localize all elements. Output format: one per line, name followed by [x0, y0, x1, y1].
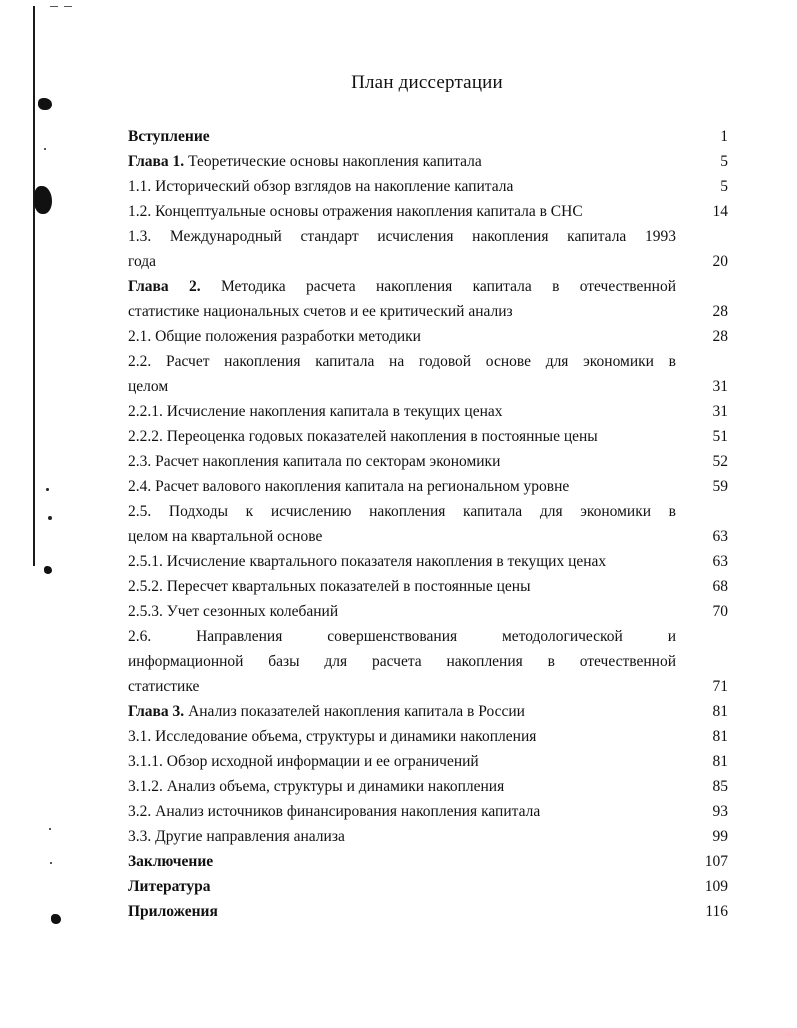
toc-entry — [128, 799, 728, 824]
toc-entry — [128, 574, 728, 599]
toc-page-number: 52 — [712, 453, 728, 470]
toc-entry-title — [128, 899, 676, 924]
toc-page-number: 107 — [704, 853, 728, 870]
toc-entry-title — [128, 699, 676, 724]
toc-entry — [128, 224, 728, 274]
toc-entry-title — [128, 224, 676, 249]
toc-entry-text: Анализ показателей накопления капитала в России — [184, 703, 525, 720]
toc-page-number: 63 — [712, 528, 728, 545]
toc-entry — [128, 424, 728, 449]
toc-entry-title — [128, 499, 676, 524]
toc-entry-text: 2.4. Расчет валового накопления капитала на региональном уровне — [128, 478, 570, 495]
toc-entry-text: 2.3. Расчет накопления капитала по секторам экономики — [128, 453, 501, 470]
toc-entry — [128, 874, 728, 899]
toc-entry — [128, 749, 728, 774]
toc-page-number: 93 — [712, 803, 728, 820]
table-of-contents — [128, 124, 728, 924]
toc-entry-heading: Вступление — [128, 128, 210, 145]
toc-entry — [128, 824, 728, 849]
toc-entry — [128, 899, 728, 924]
toc-entry — [128, 199, 728, 224]
toc-page-number: 70 — [712, 603, 728, 620]
toc-page-number: 31 — [712, 378, 728, 395]
toc-page-number: 63 — [712, 553, 728, 570]
scan-blot — [34, 186, 52, 214]
toc-entry — [128, 774, 728, 799]
toc-page-number: 5 — [720, 178, 728, 195]
toc-entry-title — [128, 449, 676, 474]
scan-blot — [51, 914, 61, 924]
toc-entry — [128, 149, 728, 174]
toc-entry-title — [128, 724, 676, 749]
toc-entry-heading: Заключение — [128, 853, 214, 870]
toc-entry-text: 3.1. Исследование объема, структуры и динамики накопления — [128, 728, 537, 745]
toc-page-number: 20 — [712, 253, 728, 270]
toc-entry-text: 1.2. Концептуальные основы отражения накопления капитала в СНС — [128, 203, 583, 220]
toc-entry-title — [128, 174, 676, 199]
toc-entry — [128, 599, 728, 624]
toc-entry-text: 3.2. Анализ источников финансирования накопления капитала — [128, 803, 541, 820]
toc-entry-title — [128, 274, 676, 299]
toc-entry-title — [128, 424, 676, 449]
toc-entry-title — [128, 574, 676, 599]
toc-entry-text: 3.3. Другие направления анализа — [128, 828, 345, 845]
toc-entry-text: 2.5.1. Исчисление квартального показателя накопления в текущих ценах — [128, 553, 607, 570]
toc-entry-title — [128, 874, 676, 899]
toc-entry-title — [128, 849, 676, 874]
toc-entry — [128, 499, 728, 549]
toc-entry-title — [128, 124, 676, 149]
toc-page-number: 81 — [712, 753, 728, 770]
toc-page-number: 81 — [712, 703, 728, 720]
toc-entry-title — [128, 624, 676, 649]
toc-entry-title — [128, 199, 676, 224]
toc-entry-text: 3.1.1. Обзор исходной информации и ее ограничений — [128, 753, 479, 770]
toc-entry-continuation: целом на квартальной основе — [128, 528, 323, 545]
toc-entry — [128, 449, 728, 474]
toc-page-number: 59 — [712, 478, 728, 495]
toc-entry — [128, 474, 728, 499]
toc-page-number: 68 — [712, 578, 728, 595]
toc-entry-text: Теоретические основы накопления капитала — [184, 153, 482, 170]
toc-entry — [128, 349, 728, 399]
scan-mark — [64, 6, 72, 7]
toc-page-number: 1 — [720, 128, 728, 145]
toc-entry-text: 1.1. Исторический обзор взглядов на накопление капитала — [128, 178, 514, 195]
toc-entry-text: 2.6. Направления совершенствования методологической и — [128, 628, 676, 645]
toc-entry-text: 2.5.2. Пересчет квартальных показателей в постоянные цены — [128, 578, 531, 595]
scan-blot — [38, 98, 52, 110]
scan-dot — [44, 148, 46, 150]
toc-entry — [128, 174, 728, 199]
toc-entry-title — [128, 324, 676, 349]
scan-dot — [49, 828, 51, 830]
toc-entry-title — [128, 549, 676, 574]
toc-entry-continuation: информационной базы для расчета накопления в отечественной — [128, 653, 676, 670]
page-title: План диссертации — [351, 72, 503, 93]
toc-page-number: 28 — [712, 328, 728, 345]
toc-entry — [128, 324, 728, 349]
toc-page-number: 71 — [712, 678, 728, 695]
toc-page-number: 81 — [712, 728, 728, 745]
toc-page-number: 28 — [712, 303, 728, 320]
toc-entry-heading: Глава 1. — [128, 153, 185, 170]
toc-entry-heading: Приложения — [128, 903, 218, 920]
toc-page-number: 14 — [712, 203, 728, 220]
toc-entry-title — [128, 599, 676, 624]
toc-page-number: 31 — [712, 403, 728, 420]
toc-entry-title — [128, 349, 676, 374]
toc-entry-text: 2.1. Общие положения разработки методики — [128, 328, 421, 345]
toc-page-number: 99 — [712, 828, 728, 845]
toc-entry-text: 2.5. Подходы к исчислению накопления капитала для экономики в — [128, 503, 676, 520]
toc-entry — [128, 699, 728, 724]
toc-entry-heading: Литература — [128, 878, 211, 895]
toc-page-number: 116 — [705, 903, 728, 920]
toc-entry-continuation: года — [128, 253, 157, 270]
toc-entry-heading: Глава 2. — [128, 278, 201, 295]
toc-entry-title — [128, 474, 676, 499]
toc-entry-continuation: целом — [128, 378, 169, 395]
toc-entry-title — [128, 149, 676, 174]
toc-page-number: 109 — [704, 878, 728, 895]
toc-entry — [128, 124, 728, 149]
toc-page-number: 85 — [712, 778, 728, 795]
scan-blot — [44, 566, 52, 574]
toc-entry-text: Методика расчета накопления капитала в отечественной — [200, 278, 676, 295]
toc-entry-title — [128, 824, 676, 849]
toc-entry-continuation: статистике — [128, 678, 200, 695]
toc-entry-title — [128, 774, 676, 799]
toc-entry — [128, 624, 728, 699]
toc-entry-text: 2.2. Расчет накопления капитала на годовой основе для экономики в — [128, 353, 676, 370]
toc-entry — [128, 549, 728, 574]
toc-entry-title — [128, 749, 676, 774]
toc-entry — [128, 849, 728, 874]
toc-entry-text: 2.2.2. Переоценка годовых показателей накопления в постоянные цены — [128, 428, 598, 445]
toc-entry-text: 1.3. Международный стандарт исчисления накопления капитала 1993 — [128, 228, 676, 245]
toc-entry-text: 2.5.3. Учет сезонных колебаний — [128, 603, 339, 620]
toc-entry — [128, 724, 728, 749]
toc-entry — [128, 274, 728, 324]
toc-entry-heading: Глава 3. — [128, 703, 185, 720]
toc-entry-text: 3.1.2. Анализ объема, структуры и динамики накопления — [128, 778, 505, 795]
toc-entry-continuation: статистике национальных счетов и ее критический анализ — [128, 303, 513, 320]
toc-entry-title — [128, 399, 676, 424]
toc-page-number: 51 — [712, 428, 728, 445]
toc-page-number: 5 — [720, 153, 728, 170]
toc-entry — [128, 399, 728, 424]
toc-entry-title — [128, 799, 676, 824]
scan-mark — [50, 6, 58, 7]
scan-dot — [48, 516, 52, 520]
scan-dot — [50, 862, 52, 864]
toc-entry-text: 2.2.1. Исчисление накопления капитала в текущих ценах — [128, 403, 503, 420]
scan-dot — [46, 488, 49, 491]
